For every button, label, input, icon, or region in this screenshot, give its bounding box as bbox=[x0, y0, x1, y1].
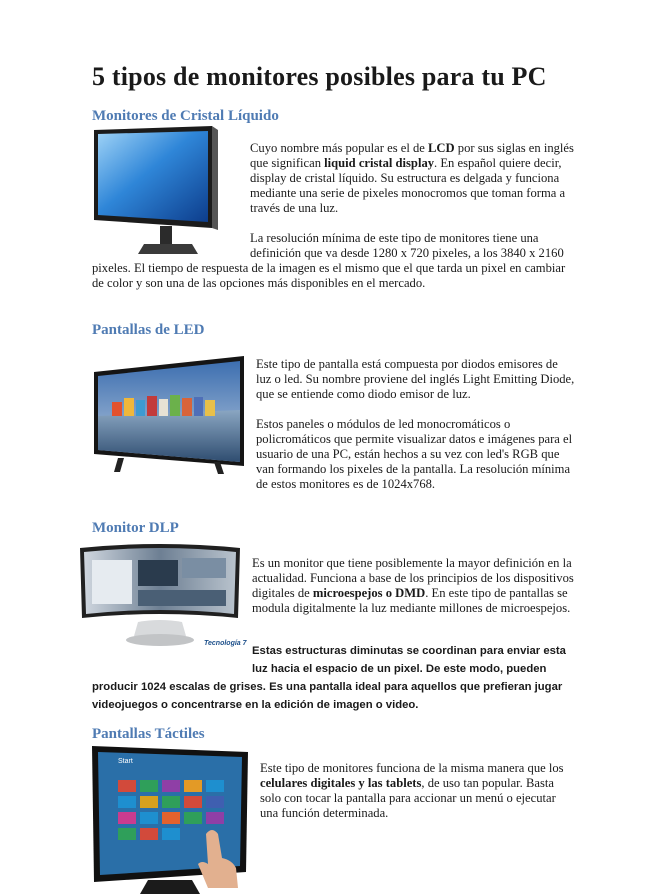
section-heading-touch: Pantallas Táctiles bbox=[92, 726, 205, 742]
section-led-body bbox=[256, 357, 576, 492]
touch-screen-icon bbox=[88, 744, 252, 894]
section-heading-dlp: Monitor DLP bbox=[92, 520, 179, 536]
page-title: 5 tipos de monitores posibles para tu PC bbox=[92, 62, 547, 91]
section-touch-paragraph-1: Este tipo de monitores funciona de la misma manera que los celulares digitales y las tablets, de uso tan popular. Basta solo con tocar la pantalla para accionar un menú o ejecutar una función determinada. bbox=[260, 761, 564, 820]
section-heading-led: Pantallas de LED bbox=[92, 322, 205, 338]
section-dlp-paragraph-2: Estas estructuras diminutas se coordinan para enviar esta luz hacia el espacio de un pixel. De este modo, pueden producir 1024 escalas de grises. Es una pantalla ideal para aquellos que prefieran jugar videojuegos o concentrarse en la edición de imagen o video. bbox=[92, 642, 572, 714]
section-led-paragraph-1: Este tipo de pantalla está compuesta por diodos emisores de luz o led. Su nombre proviene del inglés Light Emitting Diode, que se entiende como diodo emisor de luz. bbox=[256, 357, 575, 401]
section-heading-lcd: Monitores de Cristal Líquido bbox=[92, 108, 279, 124]
section-lcd-paragraph-1: Cuyo nombre más popular es el de LCD por sus siglas en inglés que significan liquid cristal display. En español quiere decir, display de cristal líquido. Su estructura es delgada y funciona mediante una serie de pixeles monocromos que toman forma a través de una luz. bbox=[250, 141, 574, 215]
section-lcd-paragraph-2: La resolución mínima de este tipo de monitores tiene una definición que va desde 1280 x 720 pixeles, a los 3840 x 2160 pixeles. El tiempo de respuesta de la imagen es el mismo que el que tarda un pixel en cambiar de color y son una de las opciones más disponibles en el mercado. bbox=[92, 231, 566, 290]
section-lcd-body bbox=[92, 126, 580, 291]
curved-monitor-icon bbox=[78, 540, 247, 656]
screen-start-label: Start bbox=[118, 758, 133, 765]
led-tv-icon bbox=[88, 350, 248, 480]
watermark-label: Tecnología 7 bbox=[204, 640, 247, 647]
text-wrap-spacer bbox=[92, 642, 252, 678]
lcd-monitor-icon bbox=[92, 126, 242, 258]
section-dlp-paragraph-1: Es un monitor que tiene posiblemente la mayor definición en la actualidad. Funciona a base de los principios de los dispositivos digitales de microespejos o DMD. En este tipo de pantallas se modula digitalmente la luz mediante millones de microespejos. bbox=[252, 556, 574, 615]
section-led-paragraph-2: Estos paneles o módulos de led monocromáticos o policromáticos que permite visualizar datos e imágenes para el usuario de una PC, están hechos a su vez con led's RGB que van formando los pixeles de la pantalla. La resolución mínima de estos monitores es de 1024x768. bbox=[256, 417, 573, 491]
